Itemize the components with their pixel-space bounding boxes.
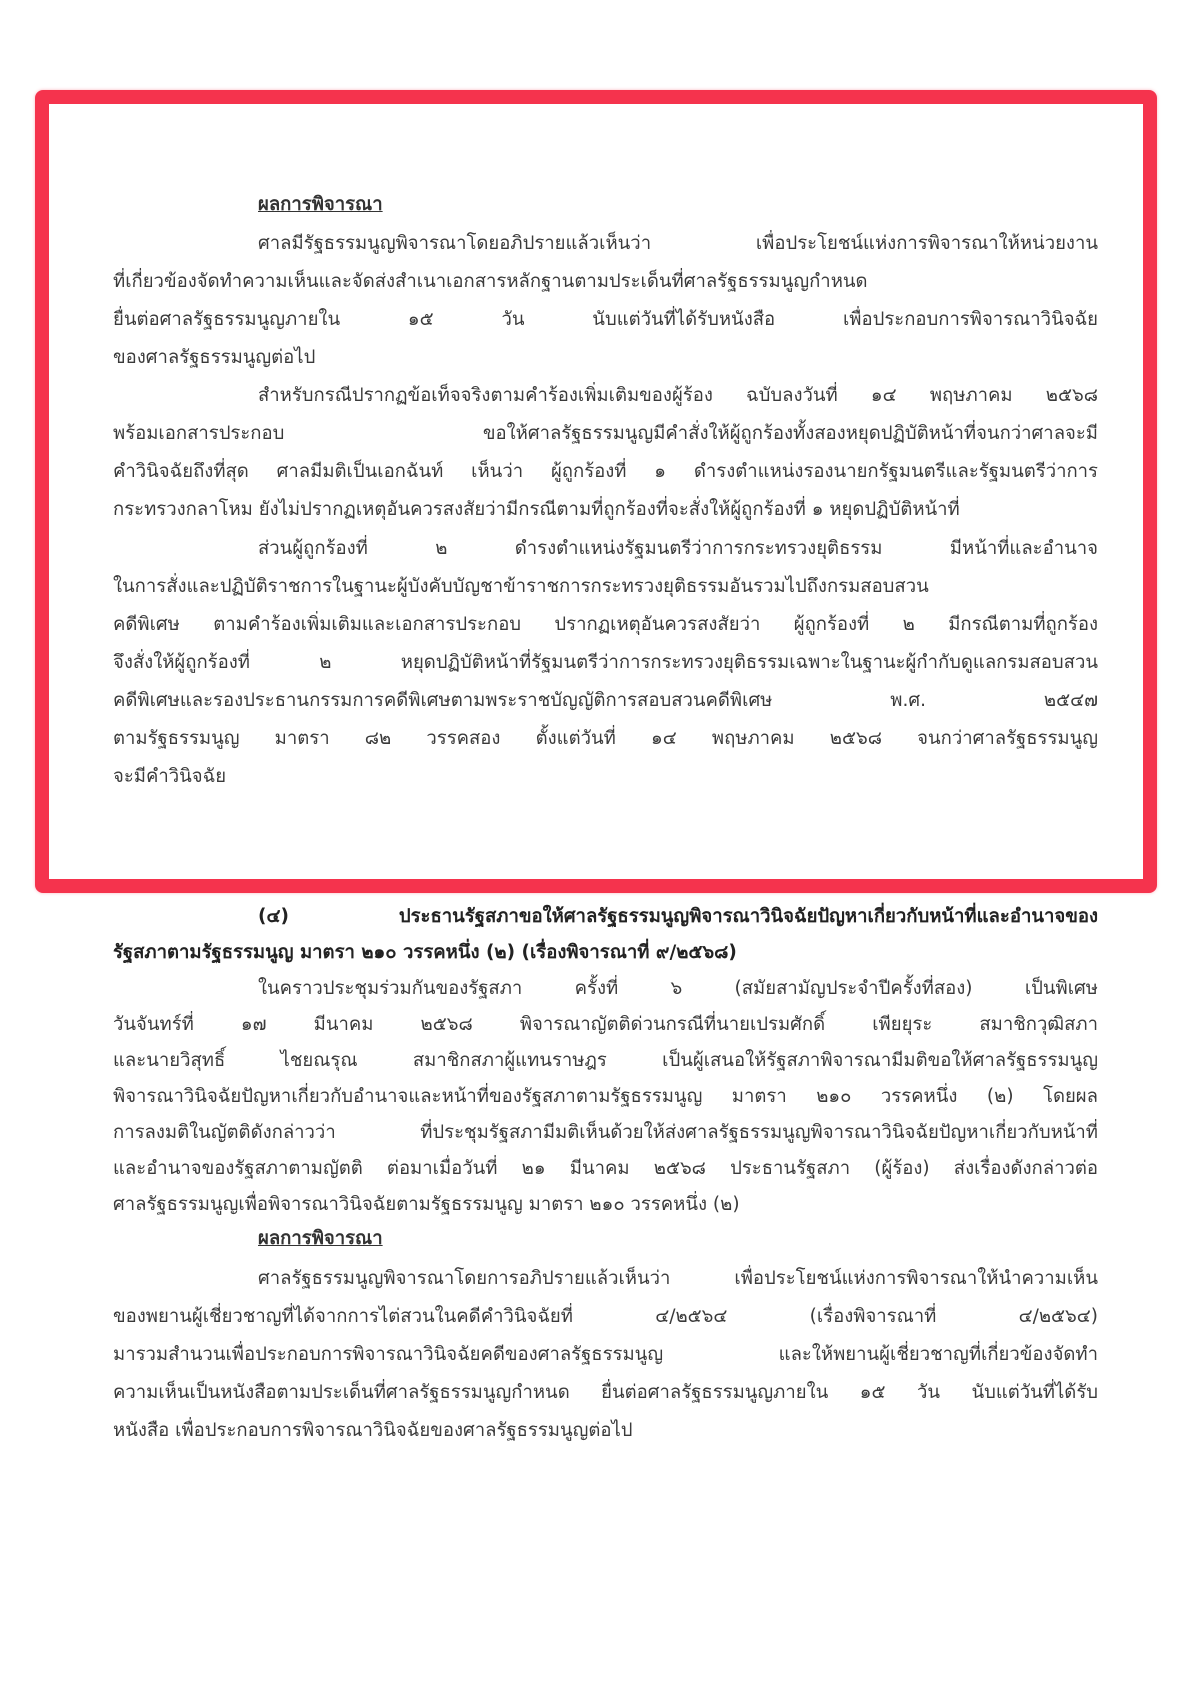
paragraph-line: ศาลรัฐธรรมนูญเพื่อพิจารณาวินิจฉัยตามรัฐธรรมนูญ มาตรา ๒๑๐ วรรคหนึ่ง (๒) <box>113 1194 740 1215</box>
paragraph-line: จะมีคำวินิจฉัย <box>113 766 227 787</box>
section-heading-result: ผลการพิจารณา <box>258 1228 383 1249</box>
section-heading-result: ผลการพิจารณา <box>258 194 383 215</box>
paragraph-line: การลงมติในญัตติดังกล่าวว่า ที่ประชุมรัฐสภามีมติเห็นด้วยให้ส่งศาลรัฐธรรมนูญพิจารณาวินิจฉัยปัญหาเกี่ยวกับหน้าที่ <box>113 1122 1098 1143</box>
paragraph-line: ในการสั่งและปฏิบัติราชการในฐานะผู้บังคับบัญชาข้าราชการกระทรวงยุติธรรมอันรวมไปถึงกรมสอบสวน <box>113 576 929 597</box>
paragraph-line: ศาลมีรัฐธรรมนูญพิจารณาโดยอภิปรายแล้วเห็นว่า เพื่อประโยชน์แห่งการพิจารณาให้หน่วยงาน <box>258 233 1098 254</box>
paragraph-line: กระทรวงกลาโหม ยังไม่ปรากฏเหตุอันควรสงสัยว่ามีกรณีตามที่ถูกร้องที่จะสั่งให้ผู้ถูกร้องที่ ๑ หยุดปฏิบัติหน้าที่ <box>113 499 960 520</box>
paragraph-line: พร้อมเอกสารประกอบ ขอให้ศาลรัฐธรรมนูญมีคำสั่งให้ผู้ถูกร้องทั้งสองหยุดปฏิบัติหน้าที่จนกว่าศาลจะมี <box>113 423 1098 444</box>
section-4-title-line: รัฐสภาตามรัฐธรรมนูญ มาตรา ๒๑๐ วรรคหนึ่ง (๒) (เรื่องพิจารณาที่ ๙/๒๕๖๘) <box>113 942 737 963</box>
paragraph-line: ความเห็นเป็นหนังสือตามประเด็นที่ศาลรัฐธรรมนูญกำหนด ยื่นต่อศาลรัฐธรรมนูญภายใน ๑๕ วัน นับแต่วันที่ได้รับ <box>113 1382 1098 1403</box>
paragraph-line: ในคราวประชุมร่วมกันของรัฐสภา ครั้งที่ ๖ (สมัยสามัญประจำปีครั้งที่สอง) เป็นพิเศษ <box>258 978 1098 999</box>
paragraph-line: ศาลรัฐธรรมนูญพิจารณาโดยการอภิปรายแล้วเห็นว่า เพื่อประโยชน์แห่งการพิจารณาให้นำความเห็น <box>258 1268 1098 1289</box>
paragraph-line: ยื่นต่อศาลรัฐธรรมนูญภายใน ๑๕ วัน นับแต่วันที่ได้รับหนังสือ เพื่อประกอบการพิจารณาวินิจฉัย <box>113 309 1098 330</box>
paragraph-line: จึงสั่งให้ผู้ถูกร้องที่ ๒ หยุดปฏิบัติหน้าที่รัฐมนตรีว่าการกระทรวงยุติธรรมเฉพาะในฐานะผู้กำกับดูแลกรมสอบสวน <box>113 652 1098 673</box>
paragraph-line: ส่วนผู้ถูกร้องที่ ๒ ดำรงตำแหน่งรัฐมนตรีว่าการกระทรวงยุติธรรม มีหน้าที่และอำนาจ <box>258 538 1098 559</box>
paragraph-line: วันจันทร์ที่ ๑๗ มีนาคม ๒๕๖๘ พิจารณาญัตติด่วนกรณีที่นายเปรมศักดิ์ เพียยุระ สมาชิกวุฒิสภา <box>113 1014 1098 1035</box>
paragraph-line: พิจารณาวินิจฉัยปัญหาเกี่ยวกับอำนาจและหน้าที่ของรัฐสภาตามรัฐธรรมนูญ มาตรา ๒๑๐ วรรคหนึ่ง (๒) โดยผล <box>113 1086 1098 1107</box>
paragraph-line: สำหรับกรณีปรากฏข้อเท็จจริงตามคำร้องเพิ่มเติมของผู้ร้อง ฉบับลงวันที่ ๑๔ พฤษภาคม ๒๕๖๘ <box>258 385 1098 406</box>
paragraph-line: ที่เกี่ยวข้องจัดทำความเห็นและจัดส่งสำเนาเอกสารหลักฐานตามประเด็นที่ศาลรัฐธรรมนูญกำหนด <box>113 271 868 292</box>
paragraph-line: ของพยานผู้เชี่ยวชาญที่ได้จากการไต่สวนในคดีคำวินิจฉัยที่ ๔/๒๕๖๔ (เรื่องพิจารณาที่ ๔/๒๕๖๔) <box>113 1306 1098 1327</box>
paragraph-line: คำวินิจฉัยถึงที่สุด ศาลมีมติเป็นเอกฉันท์ เห็นว่า ผู้ถูกร้องที่ ๑ ดำรงตำแหน่งรองนายกรัฐมนตรีและรัฐมนตรีว่าการ <box>113 461 1098 482</box>
paragraph-line: ตามรัฐธรรมนูญ มาตรา ๘๒ วรรคสอง ตั้งแต่วันที่ ๑๔ พฤษภาคม ๒๕๖๘ จนกว่าศาลรัฐธรรมนูญ <box>113 728 1098 749</box>
paragraph-line: มารวมสำนวนเพื่อประกอบการพิจารณาวินิจฉัยคดีของศาลรัฐธรรมนูญ และให้พยานผู้เชี่ยวชาญที่เกี่ยวข้องจัดทำ <box>113 1344 1098 1365</box>
section-4-title-line: (๔) ประธานรัฐสภาขอให้ศาลรัฐธรรมนูญพิจารณาวินิจฉัยปัญหาเกี่ยวกับหน้าที่และอำนาจของ <box>258 906 1098 927</box>
paragraph-line: และนายวิสุทธิ์ ไชยณรุณ สมาชิกสภาผู้แทนราษฎร เป็นผู้เสนอให้รัฐสภาพิจารณามีมติขอให้ศาลรัฐธรรมนูญ <box>113 1050 1098 1071</box>
paragraph-line: หนังสือ เพื่อประกอบการพิจารณาวินิจฉัยของศาลรัฐธรรมนูญต่อไป <box>113 1420 633 1441</box>
paragraph-line: คดีพิเศษ ตามคำร้องเพิ่มเติมและเอกสารประกอบ ปรากฏเหตุอันควรสงสัยว่า ผู้ถูกร้องที่ ๒ มีกรณีตามที่ถูกร้อง <box>113 614 1098 635</box>
paragraph-line: ของศาลรัฐธรรมนูญต่อไป <box>113 347 316 368</box>
paragraph-line: และอำนาจของรัฐสภาตามญัตติ ต่อมาเมื่อวันที่ ๒๑ มีนาคม ๒๕๖๘ ประธานรัฐสภา (ผู้ร้อง) ส่งเรื่องดังกล่าวต่อ <box>113 1158 1098 1179</box>
paragraph-line: คดีพิเศษและรองประธานกรรมการคดีพิเศษตามพระราชบัญญัติการสอบสวนคดีพิเศษ พ.ศ. ๒๕๔๗ <box>113 690 1098 711</box>
